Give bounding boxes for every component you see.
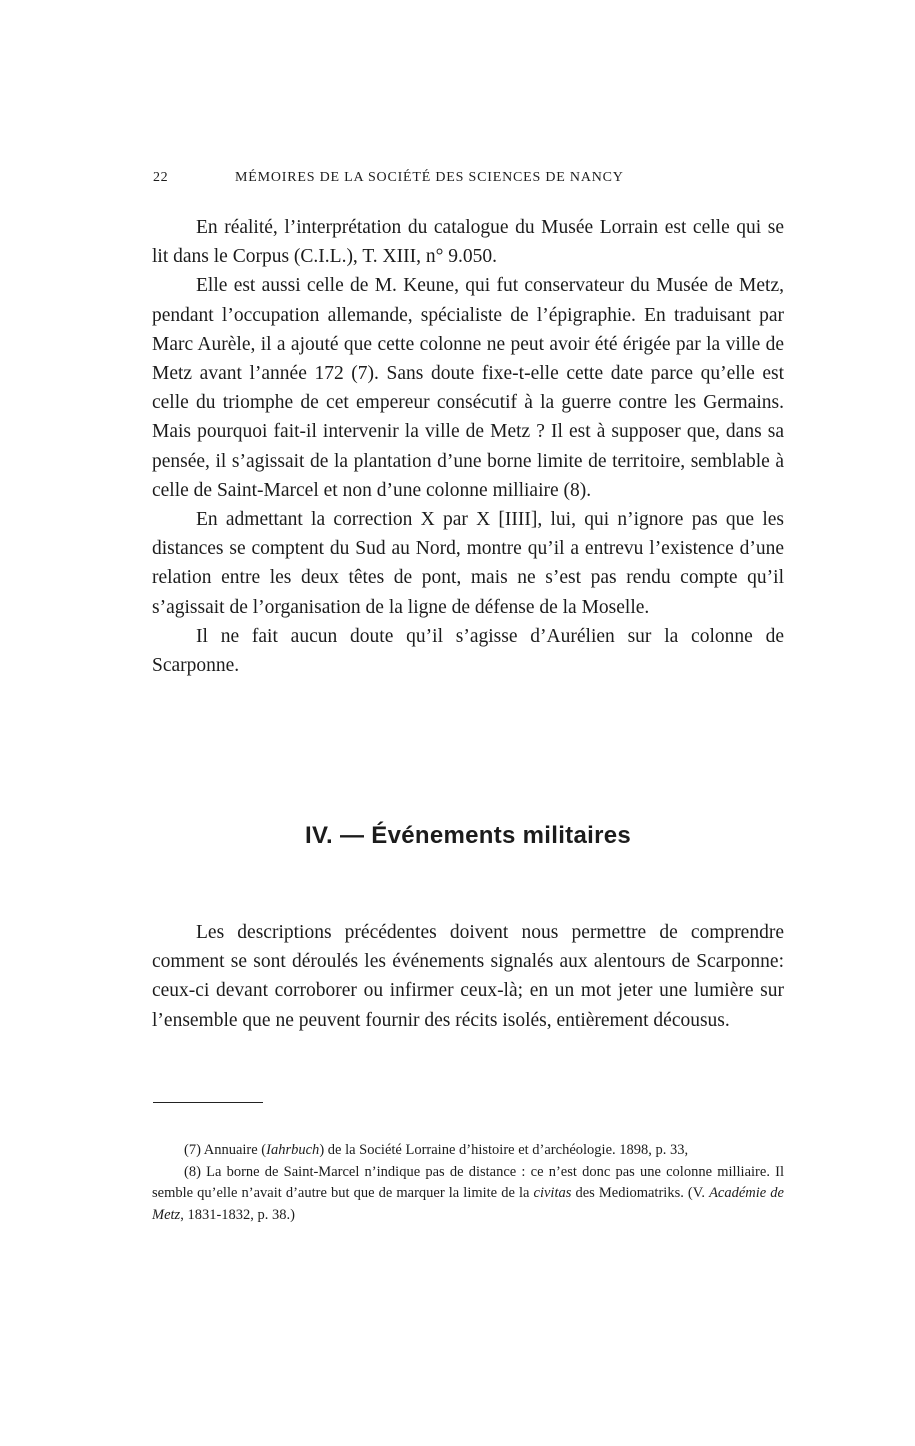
journal-title: MÉMOIRES DE LA SOCIÉTÉ DES SCIENCES DE NANCY — [235, 170, 624, 185]
footnote-italic: Académie de Metz — [152, 1185, 784, 1223]
section-heading: IV. — Événements militaires — [304, 822, 632, 849]
footnote-italic: civitas — [533, 1185, 572, 1201]
body-text — [152, 213, 784, 680]
paragraph: En admettant la correction X par X [IIII], lui, qui n’ignore pas que les distances se comptent du Sud au Nord, montre qu’il a entrevu l’existence d’une relation entre les deux têtes de pont, mais ne s’est pas rendu compte qu’il s’agissait de l’organisation de la ligne de défense de la Moselle. — [152, 509, 784, 618]
footnote-text: ) de la Société Lorraine d’histoire et d’archéologie. 1898, p. 33, — [319, 1142, 689, 1158]
footnote-text: , 1831-1832, p. 38.) — [180, 1206, 295, 1223]
paragraph: Les descriptions précédentes doivent nous permettre de comprendre comment se sont déroulés les événements signalés aux alentours de Scarponne: ceux-ci devant corroborer ou infirmer ceux-là; en un mot jeter une lumière sur l’ensemble que ne peuvent fournir des récits isolés, entièrement décousus. — [152, 922, 784, 1031]
running-head — [153, 170, 793, 192]
footnotes — [152, 1140, 784, 1226]
footnote-text: (8) La borne de Saint-Marcel n’indique pas de distance : ce n’est donc pas une colonne milliaire. Il semble qu’elle n’avait d’autre but que de marquer la limite de la — [152, 1163, 784, 1201]
paragraph: Il ne fait aucun doute qu’il s’agisse d’Aurélien sur la colonne de Scarponne. — [152, 625, 784, 677]
footnote-8 — [152, 1162, 784, 1227]
footnote-italic: Iahrbuch — [266, 1142, 320, 1158]
footnote-rule — [153, 1102, 263, 1103]
page-number: 22 — [153, 170, 169, 185]
footnote-text: (7) Annuaire ( — [184, 1142, 267, 1158]
footnote-7 — [152, 1140, 784, 1162]
paragraph: Elle est aussi celle de M. Keune, qui fut conservateur du Musée de Metz, pendant l’occupation allemande, spécialiste de l’épigraphie. En traduisant par Marc Aurèle, il a ajouté que cette colonne ne peut avoir été érigée par la ville de Metz avant l’année 172 (7). Sans doute fixe-t-elle cette date parce qu’elle est celle du triomphe de cet empereur consécutif à la guerre contre les Germains. Mais pourquoi fait-il intervenir la ville de Metz ? Il est à supposer que, dans sa pensée, il s’agissait de la plantation d’une borne limite de territoire, semblable à celle de Saint-Marcel et non d’une colonne milliaire (8). — [152, 275, 784, 501]
section-body — [152, 918, 784, 1035]
paragraph: En réalité, l’interprétation du catalogue du Musée Lorrain est celle qui se lit dans le Corpus (C.I.L.), T. XIII, n° 9.050. — [152, 217, 784, 268]
footnote-text: des Mediomatriks. (V. — [571, 1185, 710, 1201]
